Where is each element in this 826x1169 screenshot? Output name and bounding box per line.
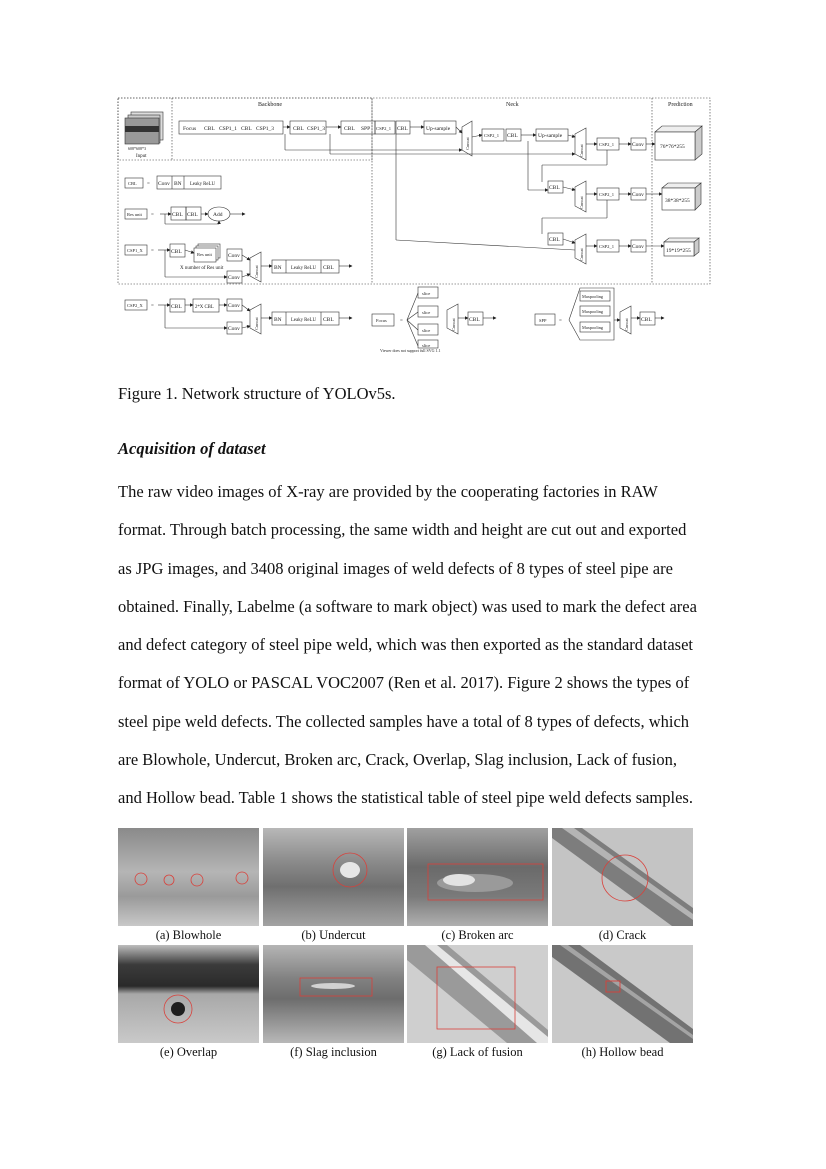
neck-concat-2: Concat	[579, 144, 584, 157]
legend-csp2-eq: =	[151, 304, 154, 309]
panel-undercut-image	[263, 828, 404, 926]
legend-cbl-bn: BN	[174, 181, 182, 187]
legend-spp-mp1: Maxpooling	[582, 294, 604, 299]
legend-res-add: Add	[213, 212, 223, 218]
legend-csp1-bn: BN	[274, 265, 282, 271]
panel-label: (b) Undercut	[301, 928, 366, 942]
panel-overlap-image	[118, 945, 259, 1043]
neck-upsample-1: Up-sample	[426, 126, 451, 132]
legend-csp1-resunit: Res unit	[197, 252, 212, 257]
neck-conv-3: Conv	[632, 244, 644, 250]
legend-csp1-note: X number of Res unit	[180, 266, 224, 271]
output-76: 76*76*255	[660, 144, 685, 150]
panel-slag-inclusion-image	[263, 945, 404, 1043]
legend-spp-eq: =	[559, 319, 562, 324]
paragraph-line: and Hollow bead. Table 1 shows the statistical table of steel pipe weld defects samples.	[118, 788, 693, 808]
legend-csp1-conv1: Conv	[228, 253, 240, 259]
neck-cbl-2: CBL	[549, 185, 560, 191]
legend-csp2-leaky: Leaky ReLU	[291, 318, 316, 323]
legend-res-name: Res unit	[127, 212, 142, 217]
legend-csp1-cbl2: CBL	[323, 265, 334, 271]
panel-label: (g) Lack of fusion	[432, 1045, 523, 1059]
bb-csp1-3a: CSP1_3	[256, 126, 275, 132]
legend-focus-concat: Concat	[451, 318, 456, 331]
bb-focus: Focus	[183, 126, 197, 132]
neck-conv-2: Conv	[632, 192, 644, 198]
paragraph-line: as JPG images, and 3408 original images of weld defects of 8 types of steel pipe are	[118, 558, 673, 578]
legend-cbl-eq: =	[147, 182, 150, 187]
legend-csp2-conv1: Conv	[228, 303, 240, 309]
panel-label: (f) Slag inclusion	[290, 1045, 377, 1059]
paragraph-line: obtained. Finally, Labelme (a software to mark object) was used to mark the defect area	[118, 596, 697, 616]
neck-csp2-1c: CSP2_1	[599, 192, 615, 197]
legend-csp2-2xcbl: 2*X CBL	[195, 305, 214, 310]
figure-2-defect-grid	[118, 828, 694, 1064]
legend-res-cbl1: CBL	[172, 212, 183, 218]
legend-csp2-cbl: CBL	[171, 304, 182, 310]
paragraph-line: format of YOLO or PASCAL VOC2007 (Ren et al. 2017). Figure 2 shows the types of	[118, 673, 690, 693]
bb-cbl-3: CBL	[293, 126, 304, 132]
paragraph-line: The raw video images of X-ray are provided by the cooperating factories in RAW	[118, 482, 658, 501]
panel-crack-image	[552, 828, 693, 926]
panel-label: (e) Overlap	[159, 1045, 218, 1059]
legend-csp1-concat: Concat	[254, 265, 259, 278]
prediction-title: Prediction	[668, 102, 693, 108]
paragraph-line: and defect category of steel pipe weld, which was then exported as the standard dataset	[118, 635, 693, 655]
neck-cbl-1: CBL	[507, 133, 518, 139]
legend-focus-eq: =	[400, 319, 403, 324]
panel-label: (c) Broken arc	[441, 928, 514, 942]
legend-csp2-cbl2: CBL	[323, 317, 334, 323]
paragraph-line: steel pipe weld defects. The collected samples have a total of 8 types of defects, which	[118, 711, 690, 731]
figure-1-caption: Figure 1. Network structure of YOLOv5s.	[118, 384, 396, 403]
legend-csp1-leaky: Leaky ReLU	[291, 266, 316, 271]
neck-concat-3: Concat	[579, 196, 584, 209]
output-19: 19*19*255	[666, 248, 691, 254]
neck-csp2-1d: CSP2_1	[599, 244, 615, 249]
legend-cbl-leaky: Leaky ReLU	[190, 182, 215, 187]
backbone-title: Backbone	[258, 102, 282, 108]
paragraph-line: format. Through batch processing, the same width and height are cut out and exported	[118, 520, 687, 540]
legend-focus-slice4: slice	[422, 343, 431, 348]
bb-csp1-3b: CSP1_3	[307, 126, 326, 132]
legend-csp2-conv2: Conv	[228, 326, 240, 332]
legend-focus-cbl: CBL	[469, 317, 480, 323]
bb-cbl-4: CBL	[344, 126, 355, 132]
legend-csp2-name: CSP2_X	[127, 303, 143, 308]
legend-cbl-conv: Conv	[158, 181, 170, 187]
legend-res-eq: =	[151, 213, 154, 218]
neck-csp2-1a: CSP2_1	[484, 133, 500, 138]
legend-spp-mp3: Maxpooling	[582, 325, 604, 330]
bb-cbl-2: CBL	[241, 126, 252, 132]
panel-label: (d) Crack	[598, 928, 647, 942]
legend-spp-cbl: CBL	[641, 317, 652, 323]
panel-broken-arc-image	[407, 828, 548, 926]
legend-spp-name: SPP	[539, 318, 547, 323]
input-label: Input	[136, 154, 147, 159]
neck-cbl-3: CBL	[549, 237, 560, 243]
legend-res-cbl2: CBL	[187, 212, 198, 218]
legend-cbl-name: CBL	[128, 181, 137, 186]
panel-label: (a) Blowhole	[155, 928, 222, 942]
neck-title: Neck	[506, 102, 519, 108]
section-heading: Acquisition of dataset	[118, 439, 266, 458]
neck-csp2-1b: CSP2_1	[599, 142, 615, 147]
legend-csp1-eq: =	[151, 249, 154, 254]
bb-csp2-1: CSP2_1	[376, 126, 392, 131]
neck-concat-4: Concat	[579, 248, 584, 261]
output-38: 38*38*255	[665, 198, 690, 204]
legend-csp1-conv2: Conv	[228, 275, 240, 281]
neck-conv-1: Conv	[632, 142, 644, 148]
panel-label: (h) Hollow bead	[581, 1045, 664, 1059]
legend-csp2-concat: Concat	[254, 317, 259, 330]
legend-spp-mp2: Maxpooling	[582, 309, 604, 314]
body-paragraph	[118, 480, 718, 825]
legend-csp1-name: CSP1_X	[127, 248, 143, 253]
legend-focus-note: Viewer does not support full SVG 1.1	[380, 348, 441, 353]
bb-cbl-5: CBL	[397, 126, 408, 132]
legend-focus-slice2: slice	[422, 310, 431, 315]
legend-csp1-cbl: CBL	[171, 249, 182, 255]
panel-blowhole-image	[118, 828, 259, 926]
bb-spp: SPP	[361, 126, 371, 132]
paragraph-line: are Blowhole, Undercut, Broken arc, Crack, Overlap, Slag inclusion, Lack of fusion,	[118, 750, 678, 770]
bb-csp1-1: CSP1_1	[219, 126, 238, 132]
panel-hollow-bead-image	[552, 945, 693, 1043]
legend-focus-name: Focus	[376, 318, 387, 323]
bb-cbl-1: CBL	[204, 126, 215, 132]
input-dim: 608*608*3	[128, 146, 146, 151]
panel-lack-of-fusion-image	[407, 945, 548, 1043]
legend-focus-slice3: slice	[422, 328, 431, 333]
legend-csp2-bn: BN	[274, 317, 282, 323]
legend-focus-slice1: slice	[422, 291, 431, 296]
neck-concat-1: Concat	[465, 137, 470, 150]
legend-spp-concat: Concat	[624, 318, 629, 331]
neck-upsample-2: Up-sample	[538, 133, 563, 139]
figure-1-network-diagram	[0, 0, 826, 360]
